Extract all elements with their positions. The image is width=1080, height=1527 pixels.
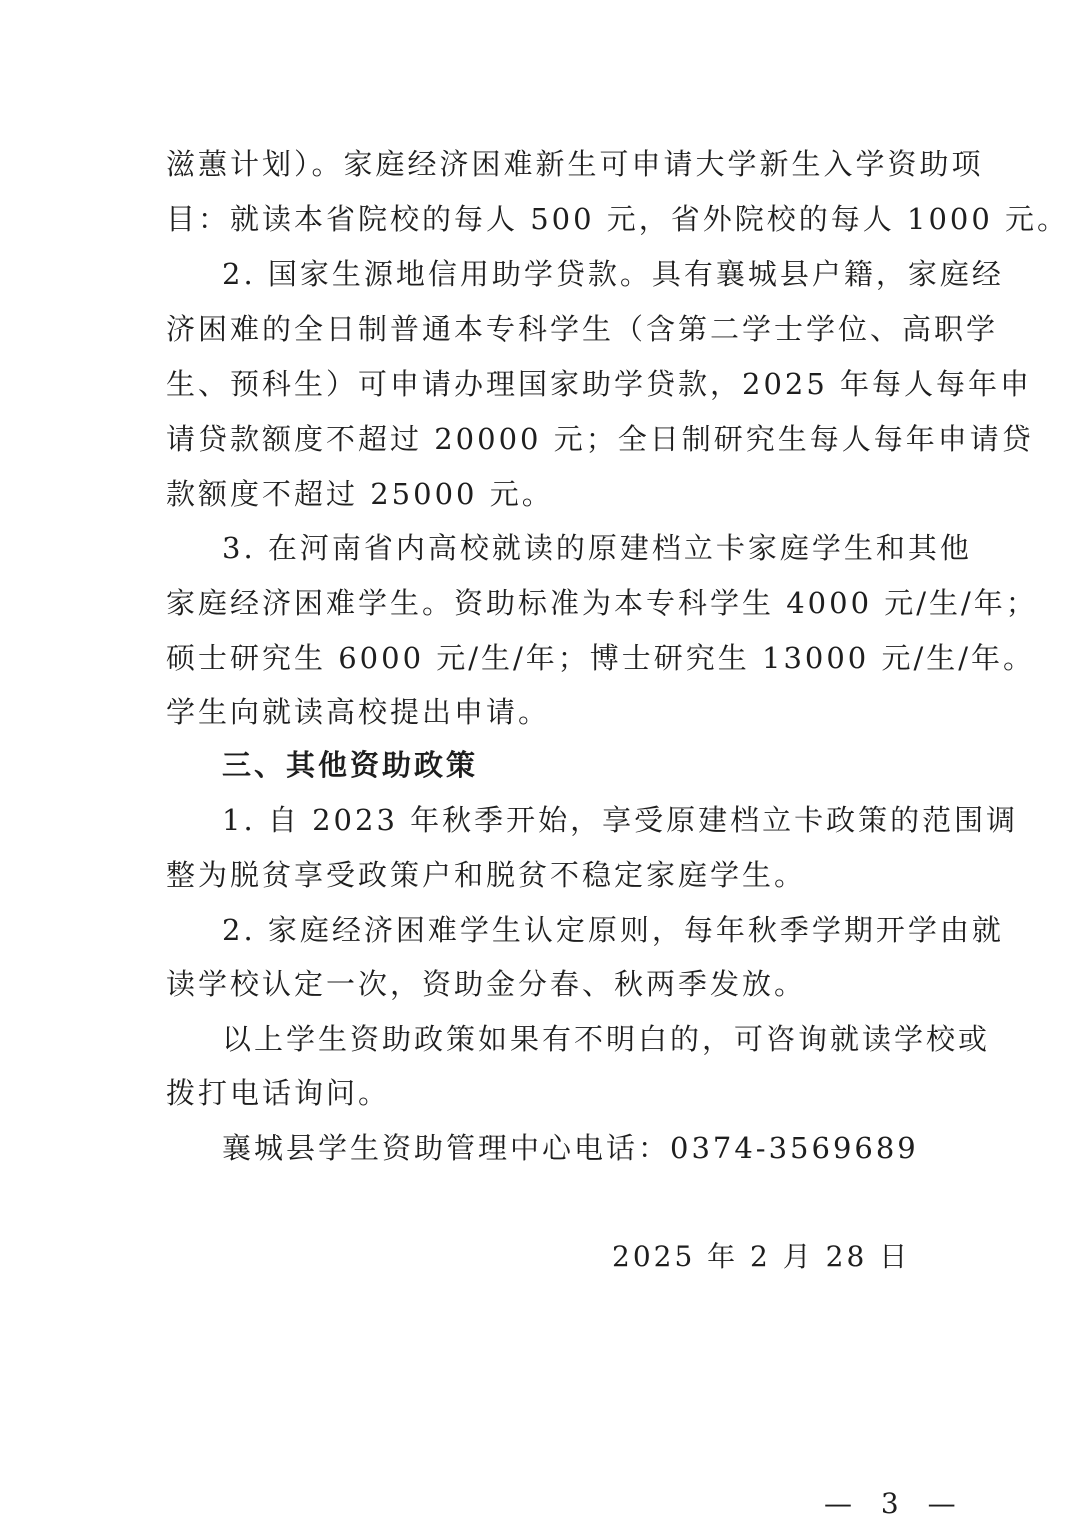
section-item-3-start: 3. 在河南省内高校就读的原建档立卡家庭学生和其他 [222,531,972,565]
closing-paragraph-start: 以上学生资助政策如果有不明白的，可咨询就读学校或 [222,1022,991,1056]
body-line: 滋蕙计划）。家庭经济困难新生可申请大学新生入学资助项 [166,147,984,181]
section-item-2-start: 2. 国家生源地信用助学贷款。具有襄城县户籍，家庭经 [222,257,1004,291]
policy-item-2-start: 2. 家庭经济困难学生认定原则，每年秋季学期开学由就 [222,913,1004,947]
body-line: 整为脱贫享受政策户和脱贫不稳定家庭学生。 [166,858,807,892]
body-line: 目：就读本省院校的每人 500 元，省外院校的每人 1000 元。 [166,202,1070,236]
page-number: — 3 — [824,1487,966,1520]
body-line: 学生向就读高校提出申请。 [166,695,551,729]
body-line: 济困难的全日制普通本专科学生（含第二学士学位、高职学 [166,312,999,346]
contact-phone: 襄城县学生资助管理中心电话：0374-3569689 [222,1131,919,1165]
body-line: 请贷款额度不超过 20000 元；全日制研究生每人每年申请贷 [166,422,1034,456]
body-line: 读学校认定一次，资助金分春、秋两季发放。 [166,967,807,1001]
body-line: 款额度不超过 25000 元。 [166,477,554,511]
document-date: 2025 年 2 月 28 日 [612,1240,911,1273]
body-line: 生、预科生）可申请办理国家助学贷款，2025 年每人每年申 [166,367,1033,401]
section-heading: 三、其他资助政策 [222,748,479,782]
body-line: 硕士研究生 6000 元/生/年；博士研究生 13000 元/生/年。 [166,641,1036,675]
body-line: 拨打电话询问。 [166,1076,391,1110]
body-line: 家庭经济困难学生。资助标准为本专科学生 4000 元/生/年； [166,586,1038,620]
policy-item-1-start: 1. 自 2023 年秋季开始，享受原建档立卡政策的范围调 [222,803,1019,837]
